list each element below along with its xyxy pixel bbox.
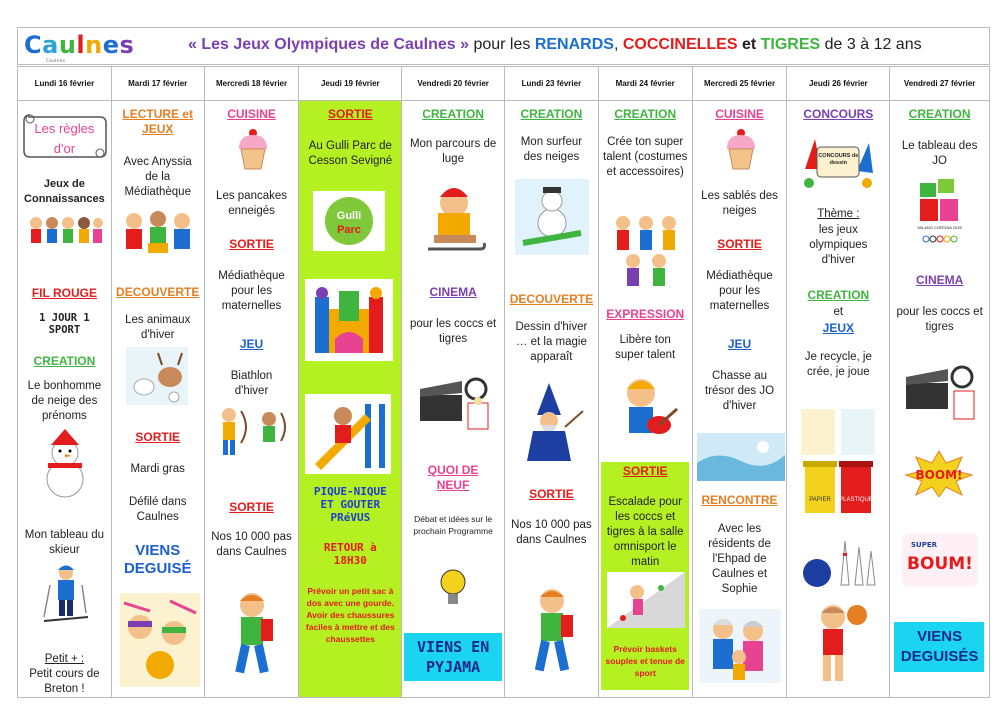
recycling-icon [799,401,877,519]
caulnes-logo: Caulnes Caulnes [24,31,135,63]
day-header: Mardi 24 février [599,67,692,101]
text-defile: Défilé dans Caulnes [128,496,187,523]
text-prevoir-sac: Prévoir un petit sac à dos avec une gourde. Avoir des chaussures faciles à mettre et des chaussettes [305,586,395,644]
elderly-family-icon [699,609,781,683]
snowman-surfer-icon [515,179,589,255]
text-viens-pyjama: VIENS EN PYJAMA [416,638,490,676]
climbing-icon [607,572,685,628]
text-animaux-hiver: Les animaux d'hiver [125,314,191,341]
heading-sortie: SORTIE [622,464,668,478]
heading-cuisine: CUISINE [227,107,276,121]
heading-creation: CREATION [807,288,870,302]
concours-label: CONCOURS de dessin [818,153,859,166]
day-header: Lundi 16 février [18,67,111,101]
bouncy-castle-icon [305,279,393,361]
day-header: Mercredi 18 février [205,67,299,101]
children-icon [26,213,104,247]
ice-map-icon [697,433,785,481]
text-mediatheque: Médiathèque pour les maternelles [218,270,285,312]
heading-creation: CREATION [520,107,583,121]
text-bonhomme: Le bonhomme de neige des prénoms [27,380,102,422]
walking-kid-icon [517,585,587,681]
text-10000-pas: Nos 10 000 pas dans Caulnes [511,519,592,546]
heading-lecture-jeux: LECTURE et JEUX [122,107,194,136]
text-petit-plus: Petit + : [44,653,85,665]
slide-kid-icon [305,394,391,474]
text-connaissances: Jeux de Connaissances [24,178,105,205]
text-theme: les jeux olympiques d'hiver [809,224,868,266]
heading-cinema: CINEMA [429,285,477,299]
recycle-paper-label: PAPIER [809,497,832,503]
day-column-6 [599,67,693,697]
heading-creation: CREATION [422,107,484,121]
text-viens-deguises: VIENS DEGUISÉS [900,628,979,665]
carnival-icon [120,593,200,687]
heading-creation: CREATION [614,107,677,121]
heading-expression: EXPRESSION [606,307,685,321]
boom-icon [904,449,974,497]
recycle-plastic-label: PLASTIQUE [839,497,874,503]
day-column-7 [693,67,788,697]
heading-quoi-de-neuf: QUOI DE NEUF [427,463,479,492]
day-column-0 [18,67,112,697]
text-chasse-tresor: Chasse au trésor des JO d'hiver [705,370,775,412]
snowman-icon [38,429,92,499]
milano-cortina-icon [916,177,962,247]
heading-sortie: SORTIE [717,237,762,251]
text-mardi-gras: Mardi gras [130,463,185,475]
text-et: et [833,306,844,318]
heading-jeu: JEU [239,337,264,351]
text-surfeur: Mon surfeur des neiges [520,136,583,163]
heading-rencontre: RENCONTRE [701,493,778,507]
heading-creation: CREATION [33,354,96,368]
title-age: de 3 à 12 ans [820,36,922,53]
archery-icon [211,405,293,457]
cinema-icon [900,355,980,425]
text-sables: Les sablés des neiges [701,190,778,217]
text-biathlon: Biathlon d'hiver [230,370,273,397]
text-prevoir-baskets: Prévoir baskets souples et tenue de sport [605,644,685,678]
day-header: Mardi 17 février [112,67,204,101]
day-column-9 [890,67,989,697]
heading-jeux: JEUX [822,321,854,335]
title-main: « Les Jeux Olympiques de Caulnes » [188,36,469,53]
text-retour: RETOUR à 18H30 [323,541,377,567]
text-cinema-coccs: pour les coccs et tigres [896,306,983,333]
super-boum-icon [900,527,980,593]
reading-children-icon [120,207,198,257]
day-header: Mercredi 25 février [693,67,787,101]
text-ehpad: Avec les résidents de l'Ehpad de Caulnes et Sophie [708,523,771,595]
text-tableau-jo: Le tableau des JO [901,140,978,167]
text-dessin-hiver: Dessin d'hiver … et la magie apparaît [515,321,588,363]
text-cours-breton: Petit cours de Breton ! [29,668,100,695]
text-pique-nique: PIQUE-NIQUE ET GOUTER PRéVUS [313,485,387,524]
text-1-jour-1-sport: 1 JOUR 1 SPORT [39,312,90,336]
svg-text:Gulli: Gulli [337,210,362,222]
text-debat: Débat et idées sur le prochain Programme [413,514,493,536]
walking-kid-icon [217,589,287,681]
title-sep: , [613,36,623,53]
heading-sortie-1: SORTIE [229,237,274,251]
heading-cinema: CINEMA [915,273,964,287]
gulli-parc-logo [313,191,385,251]
day-column-5 [505,67,599,697]
jo-label: MILANO CORTINA 2026 [917,225,962,230]
text-tableau-skieur: Mon tableau du skieur [24,529,105,556]
day-header: Lundi 23 février [505,67,598,101]
super-text: SUPER [911,541,938,549]
text-libere-talent: Libère ton super talent [615,334,676,361]
sled-kid-icon [420,177,488,265]
skier-icon [40,563,92,627]
heading-decouverte: DECOUVERTE [116,285,200,299]
text-mediatheque: Médiathèque pour les maternelles [706,270,773,312]
scroll-text: Les règles d'or [34,121,95,156]
text-parcours-luge: Mon parcours de luge [409,138,497,165]
title-et: et [737,36,761,53]
heading-jeu: JEU [727,337,752,351]
schedule-grid [17,66,990,698]
wizard-icon [517,381,587,463]
title-connector: pour les [469,36,535,53]
page-title [188,36,922,54]
heading-sortie: SORTIE [529,487,574,501]
group-renards: RENARDS [534,36,614,53]
text-10000-pas: Nos 10 000 pas dans Caulnes [211,531,292,558]
costumes-icon [609,211,683,287]
heading-creation: CREATION [908,107,971,121]
text-anyssia: Avec Anyssia de la Médiathèque [123,156,192,198]
heading-sortie: SORTIE [327,107,373,121]
winter-animals-icon [126,347,188,405]
text-viens-deguise: VIENS DEGUISÉ [123,542,192,577]
heading-cuisine: CUISINE [715,107,764,121]
text-escalade: Escalade pour les coccs et tigres à la salle omnisport le matin [606,496,684,568]
group-coccinelles: COCCINELLES [622,36,738,53]
svg-text:Parc: Parc [337,224,362,236]
text-pancakes: Les pancakes enneigés [216,190,288,217]
day-header: Jeudi 19 février [299,67,401,101]
group-tigres: TIGRES [760,36,821,53]
text-theme-label: Thème : [817,208,860,220]
text-super-talent: Crée ton super talent (costumes et accessoires) [603,136,688,178]
heading-decouverte: DECOUVERTE [509,292,594,306]
logo-subtitle: Caulnes [46,58,66,63]
heading-fil-rouge: FIL ROUGE [31,286,97,300]
day-column-1 [112,67,205,697]
day-column-4 [402,67,505,697]
heading-concours: CONCOURS [803,107,874,121]
day-column-3 [299,67,402,697]
lightbulb-icon [438,567,468,609]
day-header: Jeudi 26 février [787,67,889,101]
cupcake-icon [235,127,271,171]
bowling-icon [797,533,877,589]
heading-sortie-2: SORTIE [229,500,274,514]
header [17,27,990,65]
day-column-2 [205,67,300,697]
guitar-kid-icon [611,373,681,445]
day-header: Vendredi 27 février [890,67,989,101]
basketball-girl-icon [803,599,873,685]
day-column-8 [787,67,890,697]
text-gulli-parc: Au Gulli Parc de Cesson Sevigné [308,140,393,167]
text-cinema-coccs: pour les coccs et tigres [409,318,497,345]
boum-text: BOUM! [907,554,974,574]
cinema-icon [414,367,494,435]
day-header: Vendredi 20 février [402,67,504,101]
boom-text: BOOM! [915,468,963,482]
heading-sortie: SORTIE [135,430,181,444]
text-recycle: Je recycle, je crée, je joue [804,351,872,378]
cupcake-icon [723,127,759,171]
